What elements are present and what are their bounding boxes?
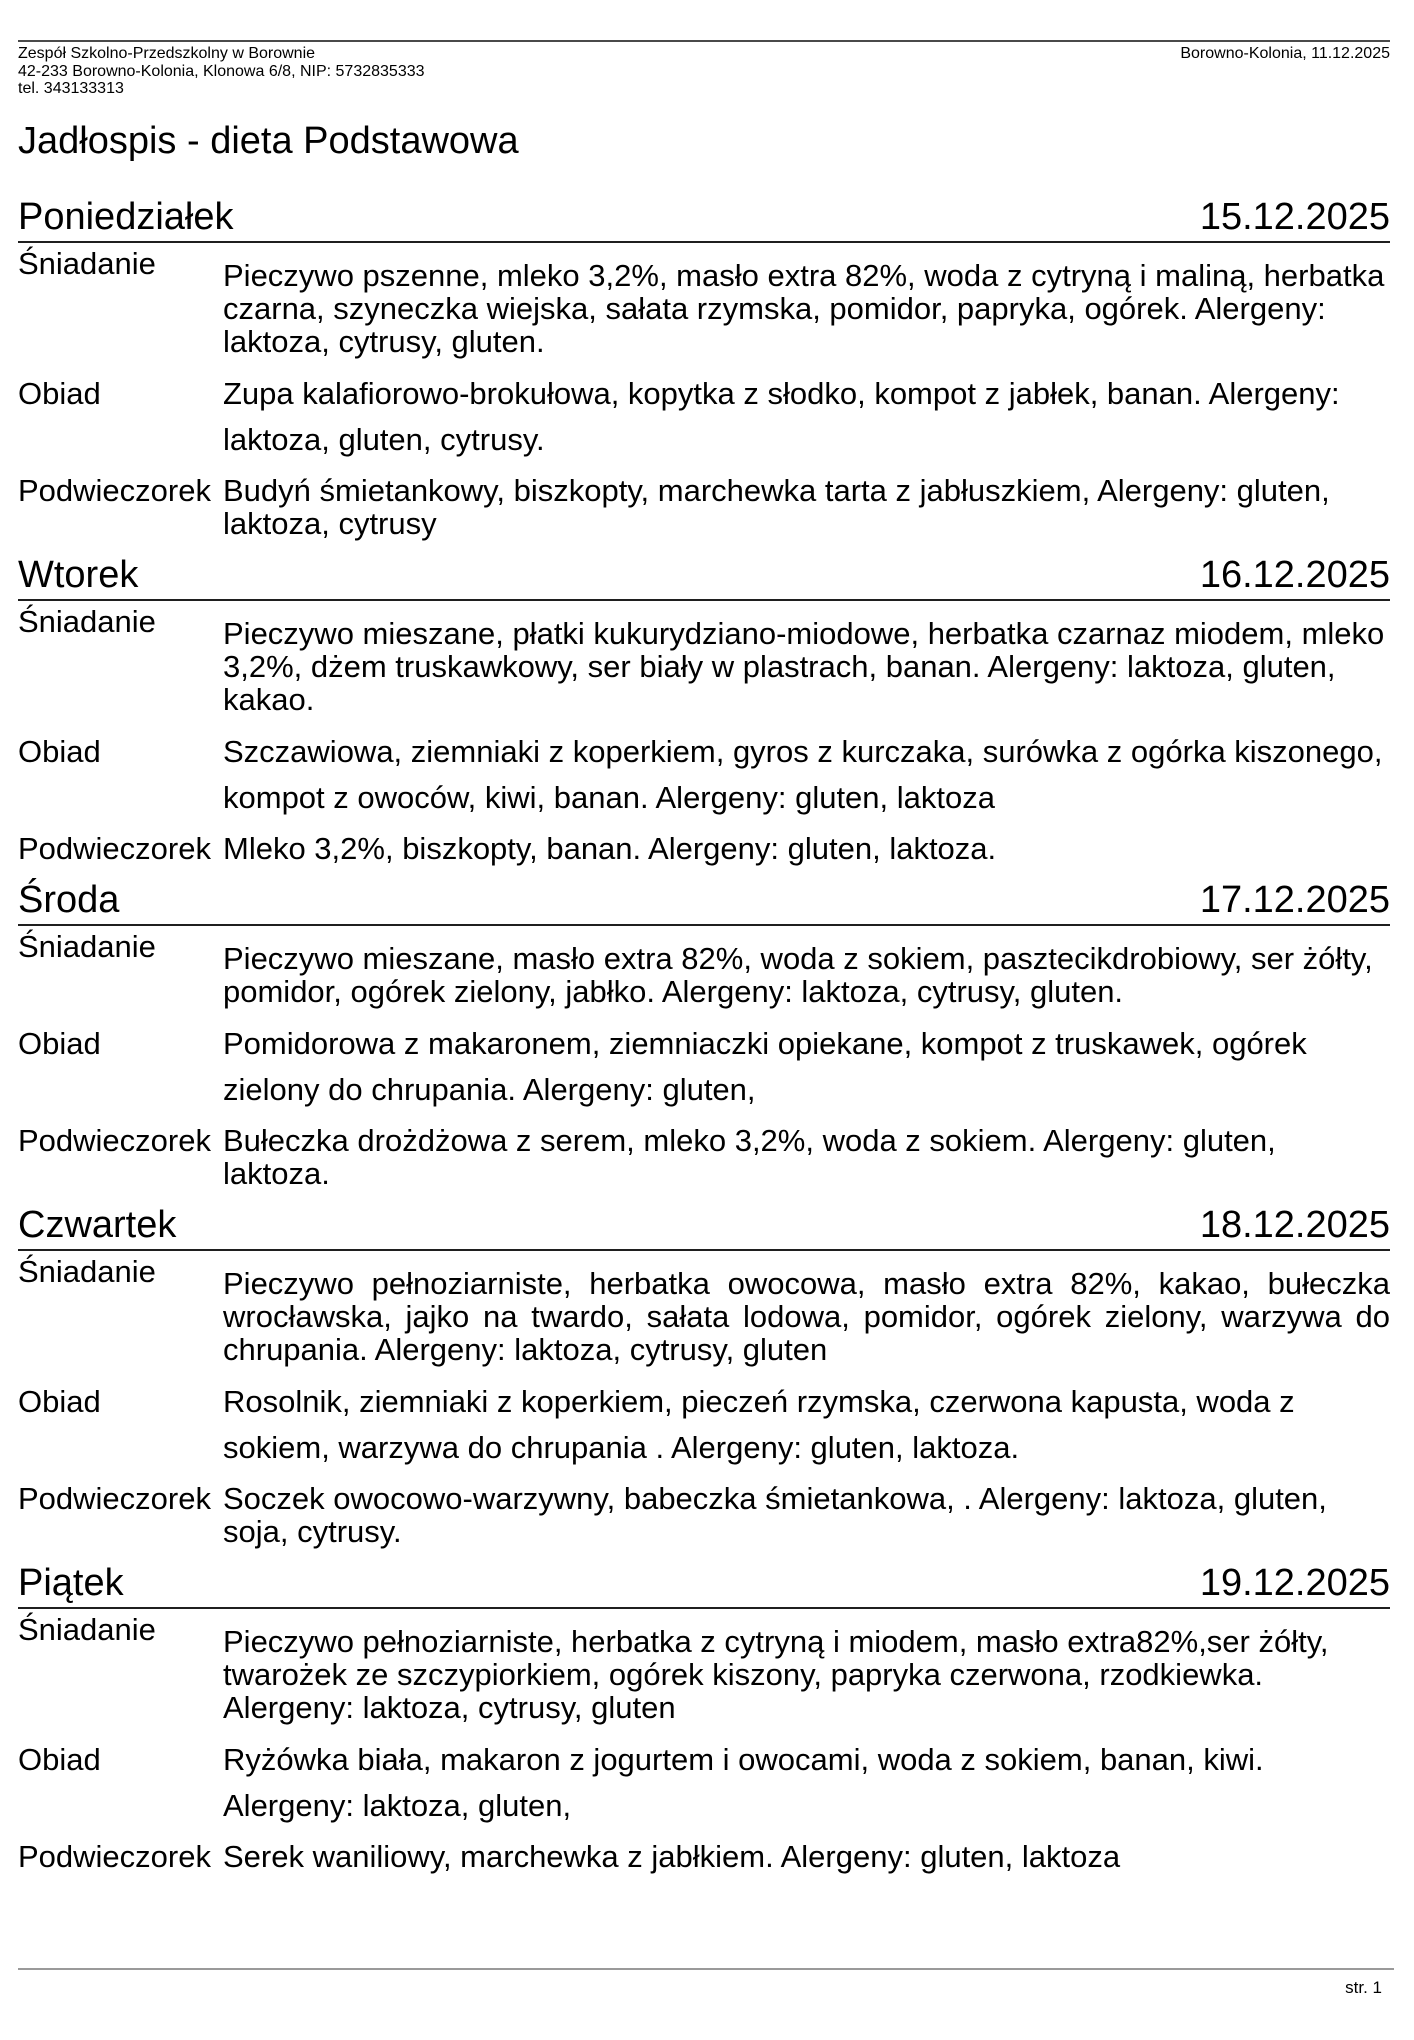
meal-label-breakfast: Śniadanie: [18, 1611, 156, 1647]
breakfast-text: Pieczywo mieszane, masło extra 82%, woda z sokiem, pasztecikdrobiowy, ser żółty, pomidor, ogórek zielony, jabłko. Alergeny: laktoza, cytrusy, gluten.: [223, 940, 1373, 1009]
meal-row-lunch: [18, 1021, 1390, 1124]
meal-label-snack: Podwieczorek: [18, 830, 211, 866]
lunch-text: Rosolnik, ziemniaki z koperkiem, pieczeń rzymska, czerwona kapusta, woda z sokiem, warzywa do chrupania . Alergeny: gluten, laktoza.: [223, 1383, 1295, 1465]
meals-table: [18, 1251, 1390, 1548]
snack-text: Serek waniliowy, marchewka z jabłkiem. Alergeny: gluten, laktoza: [223, 1838, 1121, 1874]
meal-label-snack: Podwieczorek: [18, 472, 211, 508]
meal-row-snack: [18, 1482, 1390, 1548]
org-address: 42-233 Borowno-Kolonia, Klonowa 6/8, NIP: 5732835333: [18, 62, 425, 80]
lunch-text: Szczawiowa, ziemniaki z koperkiem, gyros z kurczaka, surówka z ogórka kiszonego, kompot z owoców, kiwi, banan. Alergeny: gluten, laktoza: [223, 733, 1383, 815]
meal-label-snack: Podwieczorek: [18, 1838, 211, 1874]
meal-row-lunch: [18, 371, 1390, 474]
day-name: Czwartek: [18, 1203, 177, 1246]
org-name: Zespół Szkolno-Przedszkolny w Borownie: [18, 45, 316, 62]
breakfast-text: Pieczywo pszenne, mleko 3,2%, masło extra 82%, woda z cytryną i maliną, herbatka czarna, szyneczka wiejska, sałata rzymska, pomidor, papryka, ogórek. Alergeny: laktoza, cytrusy, gluten.: [223, 257, 1385, 359]
meal-row-snack: [18, 832, 1390, 865]
meal-row-lunch: [18, 1379, 1390, 1482]
meal-label-snack: Podwieczorek: [18, 1480, 211, 1516]
letterhead: [18, 45, 1390, 98]
meal-label-breakfast: Śniadanie: [18, 928, 156, 964]
snack-text: Bułeczka drożdżowa z serem, mleko 3,2%, woda z sokiem. Alergeny: gluten, laktoza.: [223, 1122, 1276, 1191]
day-section-thursday: [18, 1204, 1390, 1548]
lunch-text: Pomidorowa z makaronem, ziemniaczki opiekane, kompot z truskawek, ogórek zielony do chrupania. Alergeny: gluten,: [223, 1025, 1307, 1107]
meal-label-breakfast: Śniadanie: [18, 245, 156, 281]
lunch-text: Ryżówka biała, makaron z jogurtem i owocami, woda z sokiem, banan, kiwi. Alergeny: laktoza, gluten,: [223, 1741, 1264, 1823]
lunch-text: Zupa kalafiorowo-brokułowa, kopytka z słodko, kompot z jabłek, banan. Alergeny: laktoza, gluten, cytrusy.: [223, 375, 1340, 457]
document-page: [0, 40, 1414, 1873]
day-name: Poniedziałek: [18, 195, 234, 238]
day-header: [18, 196, 1390, 243]
org-phone: tel. 343133313: [18, 80, 124, 97]
meal-label-lunch: Obiad: [18, 1383, 101, 1419]
meal-row-snack: [18, 474, 1390, 540]
meals-table: [18, 243, 1390, 540]
letterhead-top-rule: [18, 40, 1390, 42]
meal-row-breakfast: [18, 601, 1390, 729]
meal-label-lunch: Obiad: [18, 733, 101, 769]
meals-table: [18, 601, 1390, 865]
meal-label-lunch: Obiad: [18, 1741, 101, 1777]
day-date: 15.12.2025: [1199, 195, 1390, 238]
meals-table: [18, 1609, 1390, 1873]
meal-row-breakfast: [18, 243, 1390, 371]
day-name: Środa: [18, 878, 120, 921]
meal-row-snack: [18, 1840, 1390, 1873]
meals-table: [18, 926, 1390, 1190]
snack-text: Budyń śmietankowy, biszkopty, marchewka tarta z jabłuszkiem, Alergeny: gluten, laktoza, cytrusy: [223, 472, 1330, 541]
day-date: 16.12.2025: [1199, 553, 1390, 596]
day-header: [18, 1204, 1390, 1251]
meal-label-lunch: Obiad: [18, 375, 101, 411]
meal-label-breakfast: Śniadanie: [18, 603, 156, 639]
meal-label-lunch: Obiad: [18, 1025, 101, 1061]
day-date: 19.12.2025: [1199, 1561, 1390, 1604]
place-date: Borowno-Kolonia, 11.12.2025: [1180, 45, 1390, 62]
meal-label-snack: Podwieczorek: [18, 1122, 211, 1158]
meal-row-lunch: [18, 729, 1390, 832]
breakfast-text: Pieczywo pełnoziarniste, herbatka owocowa, masło extra 82%, kakao, bułeczka wrocławska, jajko na twardo, sałata lodowa, pomidor, ogórek zielony, warzywa do chrupania. Alergeny: laktoza, cytrusy, gluten: [223, 1265, 1390, 1367]
meal-row-breakfast: [18, 1609, 1390, 1737]
meal-row-lunch: [18, 1737, 1390, 1840]
day-section-tuesday: [18, 554, 1390, 865]
day-date: 17.12.2025: [1199, 878, 1390, 921]
page-number: str. 1: [1345, 1978, 1382, 1997]
snack-text: Soczek owocowo-warzywny, babeczka śmietankowa, . Alergeny: laktoza, gluten, soja, cytrusy.: [223, 1480, 1327, 1549]
breakfast-text: Pieczywo mieszane, płatki kukurydziano-miodowe, herbatka czarnaz miodem, mleko 3,2%, dżem truskawkowy, ser biały w plastrach, banan. Alergeny: laktoza, gluten, kakao.: [223, 615, 1385, 717]
meal-row-breakfast: [18, 926, 1390, 1021]
day-section-wednesday: [18, 879, 1390, 1190]
footer-rule: [18, 1968, 1394, 1970]
day-name: Piątek: [18, 1561, 124, 1604]
day-section-monday: [18, 196, 1390, 540]
breakfast-text: Pieczywo pełnoziarniste, herbatka z cytryną i miodem, masło extra82%,ser żółty, twarożek ze szczypiorkiem, ogórek kiszony, papryka czerwona, rzodkiewka. Alergeny: laktoza, cytrusy, gluten: [223, 1623, 1329, 1725]
meal-row-snack: [18, 1124, 1390, 1190]
day-name: Wtorek: [18, 553, 139, 596]
day-header: [18, 879, 1390, 926]
day-header: [18, 554, 1390, 601]
day-section-friday: [18, 1562, 1390, 1873]
day-date: 18.12.2025: [1199, 1203, 1390, 1246]
letterhead-left: [18, 45, 425, 98]
snack-text: Mleko 3,2%, biszkopty, banan. Alergeny: gluten, laktoza.: [223, 830, 997, 866]
meal-label-breakfast: Śniadanie: [18, 1253, 156, 1289]
page-title: Jadłospis - dieta Podstawowa: [18, 119, 519, 162]
day-header: [18, 1562, 1390, 1609]
meal-row-breakfast: [18, 1251, 1390, 1379]
